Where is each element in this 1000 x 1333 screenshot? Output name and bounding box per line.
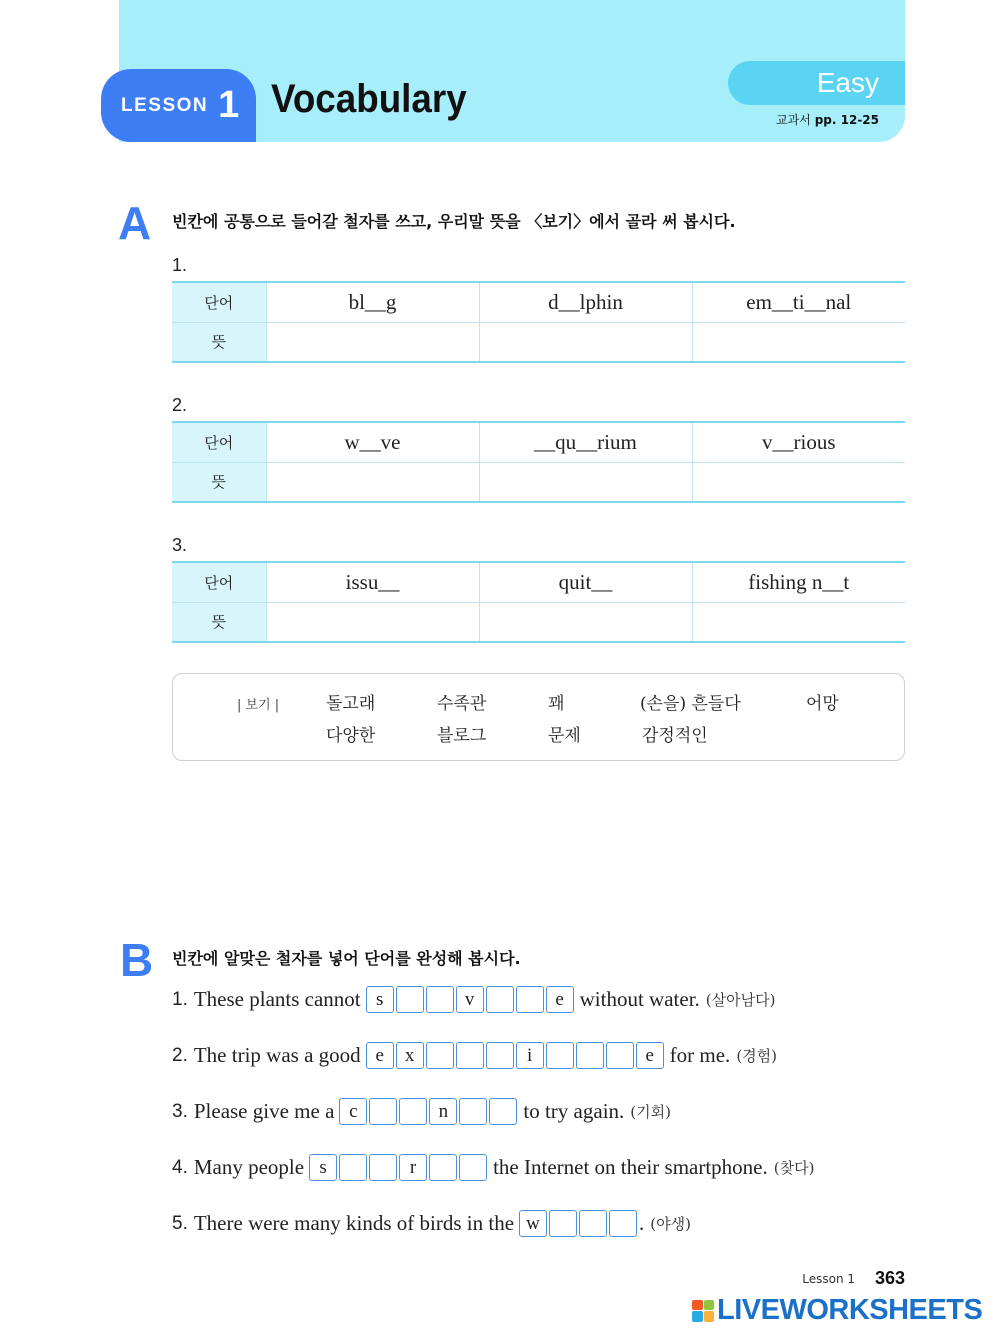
vocab-table-2	[172, 421, 905, 503]
letter-input-box[interactable]	[606, 1042, 634, 1069]
meaning-answer-cell[interactable]	[266, 602, 479, 642]
letter-input-box[interactable]	[429, 1154, 457, 1181]
blank-word: em__ti__nal	[692, 282, 905, 322]
section-b-instruction: 빈칸에 알맞은 철자를 넣어 단어를 완성해 봅시다.	[172, 949, 521, 968]
sentence-text-after: for me.	[669, 1043, 731, 1067]
letter-input-box[interactable]	[486, 986, 514, 1013]
sentence-text-after: without water.	[579, 987, 700, 1011]
meaning-answer-cell[interactable]	[266, 462, 479, 502]
row-label-meaning: 뜻	[172, 322, 266, 362]
letter-input-box[interactable]	[396, 986, 424, 1013]
question-number: 2.	[172, 395, 188, 415]
korean-hint: (살아남다)	[705, 991, 776, 1009]
word-row	[172, 422, 905, 462]
level-label: Easy	[816, 67, 879, 98]
letter-boxes	[366, 1042, 666, 1069]
letter-input-box[interactable]	[456, 1042, 484, 1069]
meaning-row	[172, 602, 905, 642]
bogi-word: 돌고래	[326, 694, 376, 714]
letter-box: s	[309, 1154, 337, 1181]
letter-input-box[interactable]	[549, 1210, 577, 1237]
letter-input-box[interactable]	[579, 1210, 607, 1237]
vocab-table-3	[172, 561, 905, 643]
bogi-word: (손을) 흔들다	[640, 694, 741, 714]
letter-input-box[interactable]	[459, 1154, 487, 1181]
word-row	[172, 562, 905, 602]
page-number: 363	[874, 1268, 905, 1288]
bogi-box	[172, 673, 905, 761]
word-row	[172, 282, 905, 322]
meaning-answer-cell[interactable]	[479, 462, 692, 502]
sentence-text-before: The trip was a good	[193, 1043, 361, 1067]
korean-hint: (야생)	[650, 1215, 691, 1233]
page-title: Vocabulary	[271, 77, 467, 121]
letter-input-box[interactable]	[609, 1210, 637, 1237]
letter-input-box[interactable]	[369, 1098, 397, 1125]
footer-lesson-label: Lesson 1	[802, 1272, 855, 1286]
blank-word: v__rious	[692, 422, 905, 462]
bogi-label: | 보기 |	[237, 698, 280, 713]
letter-input-box[interactable]	[426, 986, 454, 1013]
section-a-letter: A	[118, 197, 152, 249]
bogi-word: 꽤	[548, 694, 565, 714]
letter-input-box[interactable]	[576, 1042, 604, 1069]
letter-box: w	[519, 1210, 547, 1237]
bogi-word: 수족관	[437, 694, 487, 714]
meaning-answer-cell[interactable]	[266, 322, 479, 362]
row-label-word: 단어	[172, 562, 266, 602]
bogi-word: 블로그	[437, 726, 487, 746]
letter-box: e	[546, 986, 574, 1013]
blank-word: __qu__rium	[479, 422, 692, 462]
sentence-text-before: Many people	[193, 1155, 305, 1179]
vocab-table-1	[172, 281, 905, 363]
letter-boxes	[339, 1098, 519, 1125]
section-b-letter: B	[120, 934, 154, 986]
bogi-word: 어망	[806, 694, 839, 714]
lesson-tab	[101, 69, 256, 142]
lesson-word: LESSON	[121, 94, 209, 116]
meaning-row	[172, 322, 905, 362]
sentence-text-after: to try again.	[523, 1099, 625, 1123]
lesson-number: 1	[218, 84, 240, 126]
sentence-text-before: There were many kinds of birds in the	[193, 1211, 515, 1235]
letter-box: v	[456, 986, 484, 1013]
letter-input-box[interactable]	[459, 1098, 487, 1125]
sentence-4	[172, 1154, 814, 1181]
letter-input-box[interactable]	[486, 1042, 514, 1069]
letter-input-box[interactable]	[369, 1154, 397, 1181]
question-number: 1.	[172, 255, 188, 275]
textbook-reference	[776, 111, 879, 128]
section-a-instruction: 빈칸에 공통으로 들어갈 철자를 쓰고, 우리말 뜻을 〈보기〉에서 골라 써 봅시다.	[172, 212, 736, 231]
sentence-number: 4.	[172, 1156, 188, 1178]
letter-box: x	[396, 1042, 424, 1069]
blank-word: w__ve	[266, 422, 479, 462]
sentence-3	[172, 1098, 671, 1125]
sentence-text-before: These plants cannot	[193, 987, 361, 1011]
meaning-answer-cell[interactable]	[692, 322, 905, 362]
letter-input-box[interactable]	[489, 1098, 517, 1125]
row-label-meaning: 뜻	[172, 462, 266, 502]
letter-box: i	[516, 1042, 544, 1069]
sentence-5	[172, 1210, 691, 1237]
bogi-word: 다양한	[326, 726, 376, 746]
meaning-answer-cell[interactable]	[692, 602, 905, 642]
blank-word: d__lphin	[479, 282, 692, 322]
letter-box: e	[636, 1042, 664, 1069]
row-label-word: 단어	[172, 422, 266, 462]
letter-box: e	[366, 1042, 394, 1069]
sentence-number: 2.	[172, 1044, 188, 1066]
sentence-text-after: .	[639, 1211, 645, 1235]
korean-hint: (기회)	[630, 1103, 671, 1121]
letter-box: n	[429, 1098, 457, 1125]
blank-word: bl__g	[266, 282, 479, 322]
bogi-word: 감정적인	[642, 726, 708, 746]
letter-box: s	[366, 986, 394, 1013]
letter-input-box[interactable]	[399, 1098, 427, 1125]
row-label-meaning: 뜻	[172, 602, 266, 642]
letter-input-box[interactable]	[516, 986, 544, 1013]
letter-input-box[interactable]	[546, 1042, 574, 1069]
textbook-pages: pp. 12-25	[814, 113, 879, 127]
meaning-row	[172, 462, 905, 502]
letter-boxes	[366, 986, 576, 1013]
liveworksheets-icon	[692, 1300, 714, 1322]
liveworksheets-logo[interactable]	[692, 1294, 982, 1327]
sentence-text-before: Please give me a	[193, 1099, 335, 1123]
sentence-2	[172, 1042, 777, 1069]
letter-box: c	[339, 1098, 367, 1125]
sentence-number: 3.	[172, 1100, 188, 1122]
textbook-prefix: 교과서	[776, 113, 811, 127]
letter-box: r	[399, 1154, 427, 1181]
meaning-answer-cell[interactable]	[692, 462, 905, 502]
sentence-number: 1.	[172, 988, 188, 1010]
blank-word: issu__	[266, 562, 479, 602]
sentence-1	[172, 986, 775, 1013]
korean-hint: (찾다)	[773, 1159, 815, 1177]
letter-input-box[interactable]	[426, 1042, 454, 1069]
sentence-text-after: the Internet on their smartphone.	[493, 1155, 768, 1179]
letter-boxes	[519, 1210, 639, 1237]
blank-word: quit__	[479, 562, 692, 602]
level-badge	[728, 61, 905, 105]
korean-hint: (경험)	[736, 1047, 777, 1065]
question-number: 3.	[172, 535, 188, 555]
blank-word: fishing n__t	[692, 562, 905, 602]
bogi-word: 문제	[548, 726, 581, 746]
meaning-answer-cell[interactable]	[479, 602, 692, 642]
liveworksheets-brand: LIVEWORKSHEETS	[717, 1294, 983, 1326]
letter-input-box[interactable]	[339, 1154, 367, 1181]
sentence-number: 5.	[172, 1212, 188, 1234]
letter-boxes	[309, 1154, 489, 1181]
meaning-answer-cell[interactable]	[479, 322, 692, 362]
row-label-word: 단어	[172, 282, 266, 322]
